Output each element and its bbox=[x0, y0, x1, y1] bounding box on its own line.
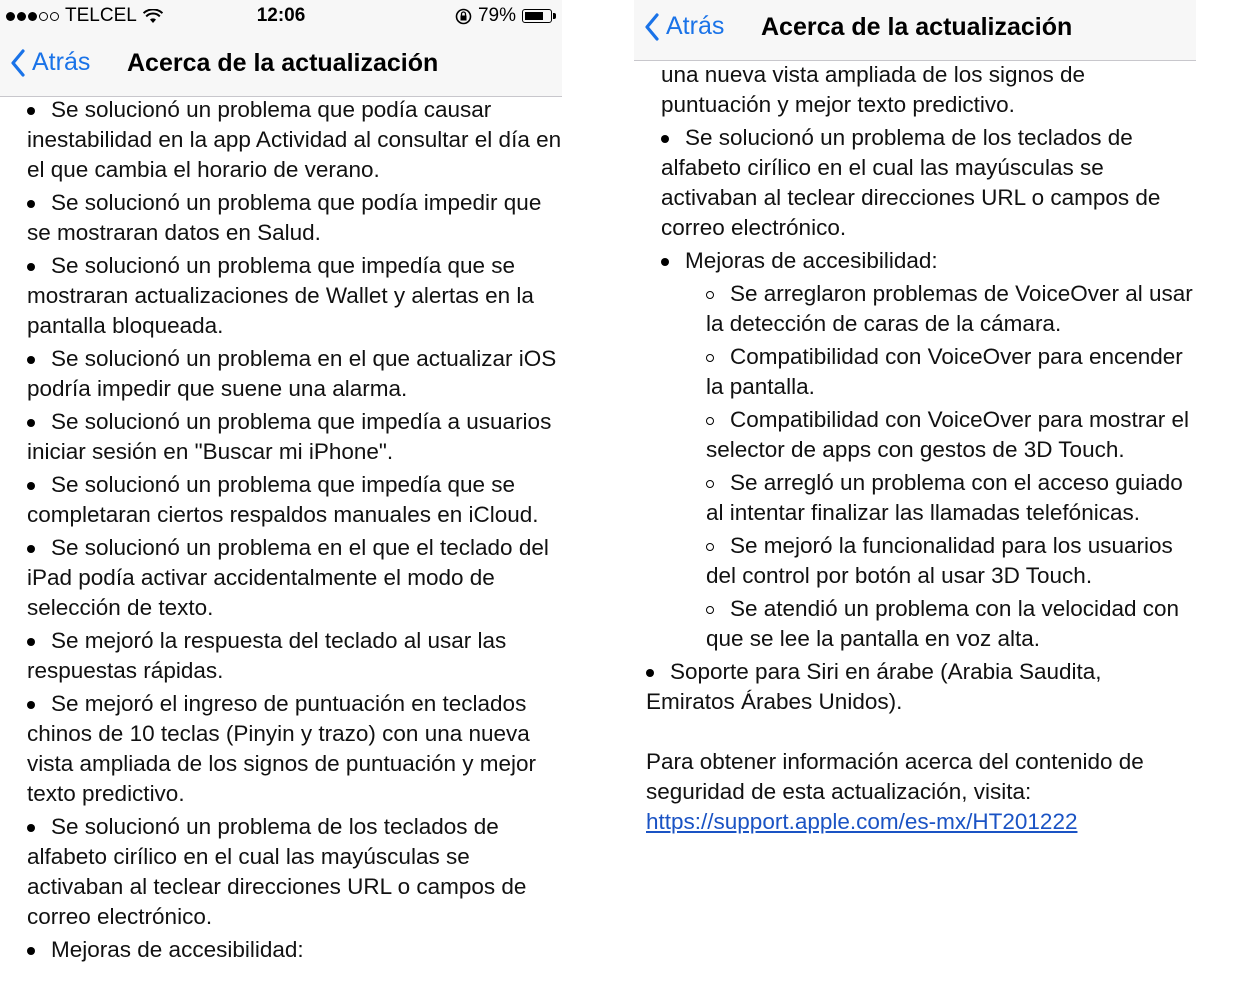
sub-bullet-item: Se arreglaron problemas de VoiceOver al usar la detección de caras de la cámara. bbox=[706, 281, 1193, 336]
bullet-icon bbox=[27, 482, 35, 490]
sub-bullet-item: Se mejoró la funcionalidad para los usuarios del control por botón al usar 3D Touch. bbox=[706, 533, 1173, 588]
navigation-bar bbox=[0, 32, 562, 97]
bullet-icon bbox=[27, 638, 35, 646]
page-title: Acerca de la actualización bbox=[761, 13, 1073, 41]
update-notes bbox=[0, 95, 562, 968]
bullet-icon bbox=[27, 824, 35, 832]
bullet-icon bbox=[27, 419, 35, 427]
security-link[interactable]: https://support.apple.com/es-mx/HT201222 bbox=[646, 809, 1078, 834]
hollow-bullet-icon bbox=[706, 417, 714, 425]
sub-bullet-item: Compatibilidad con VoiceOver para mostrar el selector de apps con gestos de 3D Touch. bbox=[706, 407, 1189, 462]
bullet-icon bbox=[27, 701, 35, 709]
carrier-name: TELCEL bbox=[65, 5, 137, 26]
clock: 12:06 bbox=[256, 5, 306, 26]
chevron-left-icon bbox=[644, 13, 660, 41]
hollow-bullet-icon bbox=[706, 480, 714, 488]
battery-fill bbox=[525, 12, 543, 20]
bullet-icon bbox=[27, 356, 35, 364]
bullet-item: Se mejoró la respuesta del teclado al usar las respuestas rápidas. bbox=[27, 628, 507, 683]
bullet-item: Mejoras de accesibilidad: bbox=[0, 935, 562, 965]
bullet-item: Se solucionó un problema de los teclados de alfabeto cirílico en el cual las mayúsculas se activaban al teclear direcciones URL o campos de correo electrónico. bbox=[27, 814, 527, 929]
bullet-icon bbox=[27, 545, 35, 553]
status-bar bbox=[0, 0, 562, 32]
back-label: Atrás bbox=[32, 48, 91, 76]
bullet-item: Se solucionó un problema que podía impedir que se mostraran datos en Salud. bbox=[27, 190, 542, 245]
continuation-text: una nueva vista ampliada de los signos de puntuación y mejor texto predictivo. bbox=[661, 62, 1086, 117]
hollow-bullet-icon bbox=[706, 543, 714, 551]
back-button[interactable] bbox=[10, 48, 90, 77]
hollow-bullet-icon bbox=[706, 606, 714, 614]
bullet-item: Se solucionó un problema que podía causar inestabilidad en la app Actividad al consultar el día en el que cambia el horario de verano. bbox=[27, 97, 562, 182]
back-label: Atrás bbox=[666, 12, 725, 40]
bullet-icon bbox=[27, 200, 35, 208]
bullet-icon bbox=[27, 947, 35, 955]
security-text: Para obtener información acerca del contenido de seguridad de esta actualización, visita: bbox=[646, 749, 1144, 804]
battery-area bbox=[455, 5, 552, 27]
bullet-item: Se mejoró el ingreso de puntuación en teclados chinos de 10 teclas (Pinyin y trazo) con una nueva vista ampliada de los signos de puntuación y mejor texto predictivo. bbox=[27, 691, 537, 806]
hollow-bullet-icon bbox=[706, 291, 714, 299]
page-title: Acerca de la actualización bbox=[127, 49, 439, 77]
bullet-item: Se solucionó un problema en el que actualizar iOS podría impedir que suene una alarma. bbox=[27, 346, 557, 401]
navigation-bar bbox=[634, 0, 1196, 61]
bullet-icon bbox=[27, 263, 35, 271]
left-screenshot bbox=[0, 0, 562, 1000]
update-notes bbox=[634, 60, 1196, 840]
bullet-icon bbox=[661, 135, 669, 143]
bullet-item: Se solucionó un problema de los teclados de alfabeto cirílico en el cual las mayúsculas se activaban al teclear direcciones URL o campos de correo electrónico. bbox=[661, 125, 1161, 240]
right-screenshot bbox=[634, 0, 1196, 1000]
battery-icon bbox=[522, 9, 552, 23]
security-info bbox=[634, 747, 1196, 837]
bullet-icon bbox=[646, 669, 654, 677]
sub-bullet-item: Se arregló un problema con el acceso guiado al intentar finalizar las llamadas telefónicas. bbox=[706, 470, 1183, 525]
bullet-item: Se solucionó un problema que impedía a usuarios iniciar sesión en "Buscar mi iPhone". bbox=[27, 409, 552, 464]
bullet-icon bbox=[27, 107, 35, 115]
bullet-item: Se solucionó un problema que impedía que se mostraran actualizaciones de Wallet y alertas en la pantalla bloqueada. bbox=[27, 253, 534, 338]
hollow-bullet-icon bbox=[706, 354, 714, 362]
battery-percent: 79% bbox=[477, 5, 516, 26]
sub-bullet-item: Compatibilidad con VoiceOver para encender la pantalla. bbox=[706, 344, 1183, 399]
bullet-item: Se solucionó un problema en el que el teclado del iPad podía activar accidentalmente el modo de selección de texto. bbox=[27, 535, 549, 620]
rotation-lock-icon bbox=[455, 8, 472, 25]
bullet-item: Soporte para Siri en árabe (Arabia Saudita, Emiratos Árabes Unidos). bbox=[646, 659, 1102, 714]
sub-bullet-item: Se atendió un problema con la velocidad con que se lee la pantalla en voz alta. bbox=[706, 596, 1180, 651]
bullet-item: Se solucionó un problema que impedía que se completaran ciertos respaldos manuales en iCloud. bbox=[27, 472, 539, 527]
back-button[interactable] bbox=[644, 12, 724, 41]
bullet-icon bbox=[661, 258, 669, 266]
chevron-left-icon bbox=[10, 49, 26, 77]
bullet-item: Mejoras de accesibilidad: bbox=[634, 246, 1196, 276]
